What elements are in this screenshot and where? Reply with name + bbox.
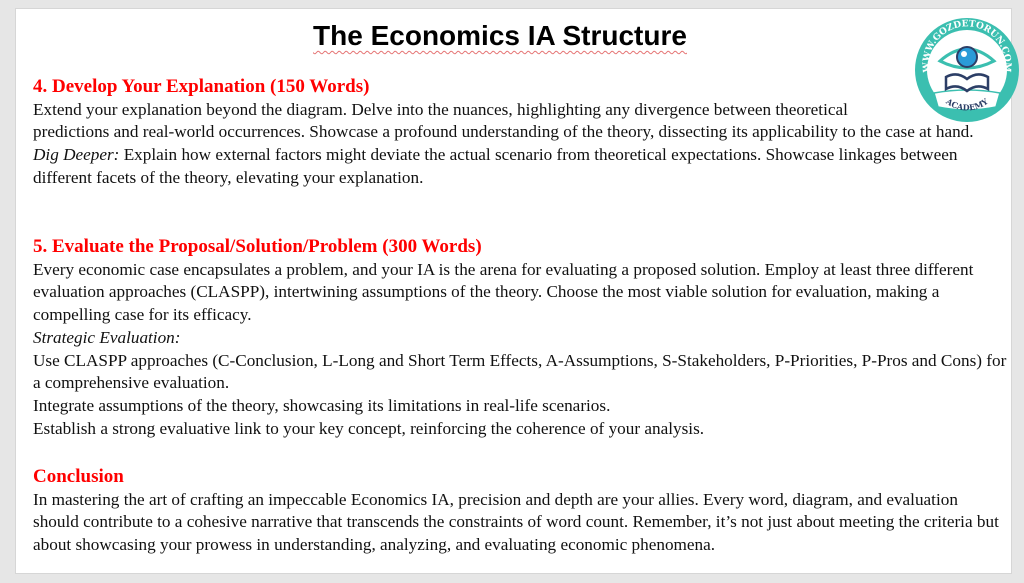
subheading: Strategic Evaluation: xyxy=(33,327,181,347)
academy-logo xyxy=(912,15,1022,125)
paragraph: Use CLASPP approaches (C-Conclusion, L-Long and Short Term Effects, A-Assumptions, S-Stakeholders, P-Priorities, P-Pros and Cons) for a comprehensive evaluation. xyxy=(33,350,1007,393)
section-heading: Conclusion xyxy=(33,466,124,487)
paragraph: Every economic case encapsulates a problem, and your IA is the arena for evaluating a proposed solution. Employ at least three different evaluation approaches (CLASPP), intertwining assumptions of the theory. Choose the most viable solution for evaluation, making a compelling case for its efficacy. xyxy=(33,259,974,325)
section-develop-explanation xyxy=(33,76,1008,190)
paragraph: Dig Deeper: Explain how external factors might deviate the actual scenario from theoretical expectations. Showcase linkages between different facets of the theory, elevating your explanation. xyxy=(33,145,958,187)
section-conclusion xyxy=(33,466,1008,557)
paragraph: Establish a strong evaluative link to your key concept, reinforcing the coherence of your analysis. xyxy=(33,418,705,438)
document-page xyxy=(15,8,1012,574)
svg-text:ACADEMY: ACADEMY xyxy=(944,96,990,113)
section-heading: 4. Develop Your Explanation (150 Words) xyxy=(33,76,370,97)
paragraph: Integrate assumptions of the theory, showcasing its limitations in real-life scenarios. xyxy=(33,395,611,415)
document-title: The Economics IA Structure xyxy=(313,20,687,51)
section-heading: 5. Evaluate the Proposal/Solution/Problem (300 Words) xyxy=(33,236,482,257)
section-evaluate xyxy=(33,236,1008,440)
paragraph: Extend your explanation beyond the diagram. Delve into the nuances, highlighting any divergence between theoretical predictions and real-world occurrences. Showcase a profound understanding of the theory, dissecting its applicability to the case at hand. xyxy=(33,99,974,142)
svg-text:WWW.GOZDETORUN.COM: WWW.GOZDETORUN.COM xyxy=(921,19,1013,73)
paragraph: In mastering the art of crafting an impeccable Economics IA, precision and depth are your allies. Every word, diagram, and evaluation should contribute to a cohesive narrative that transcends the constraints of word count. Remember, it’s not just about meeting the criteria but about showcasing your prowess in understanding, analyzing, and evaluating economic phenomena. xyxy=(33,489,999,555)
